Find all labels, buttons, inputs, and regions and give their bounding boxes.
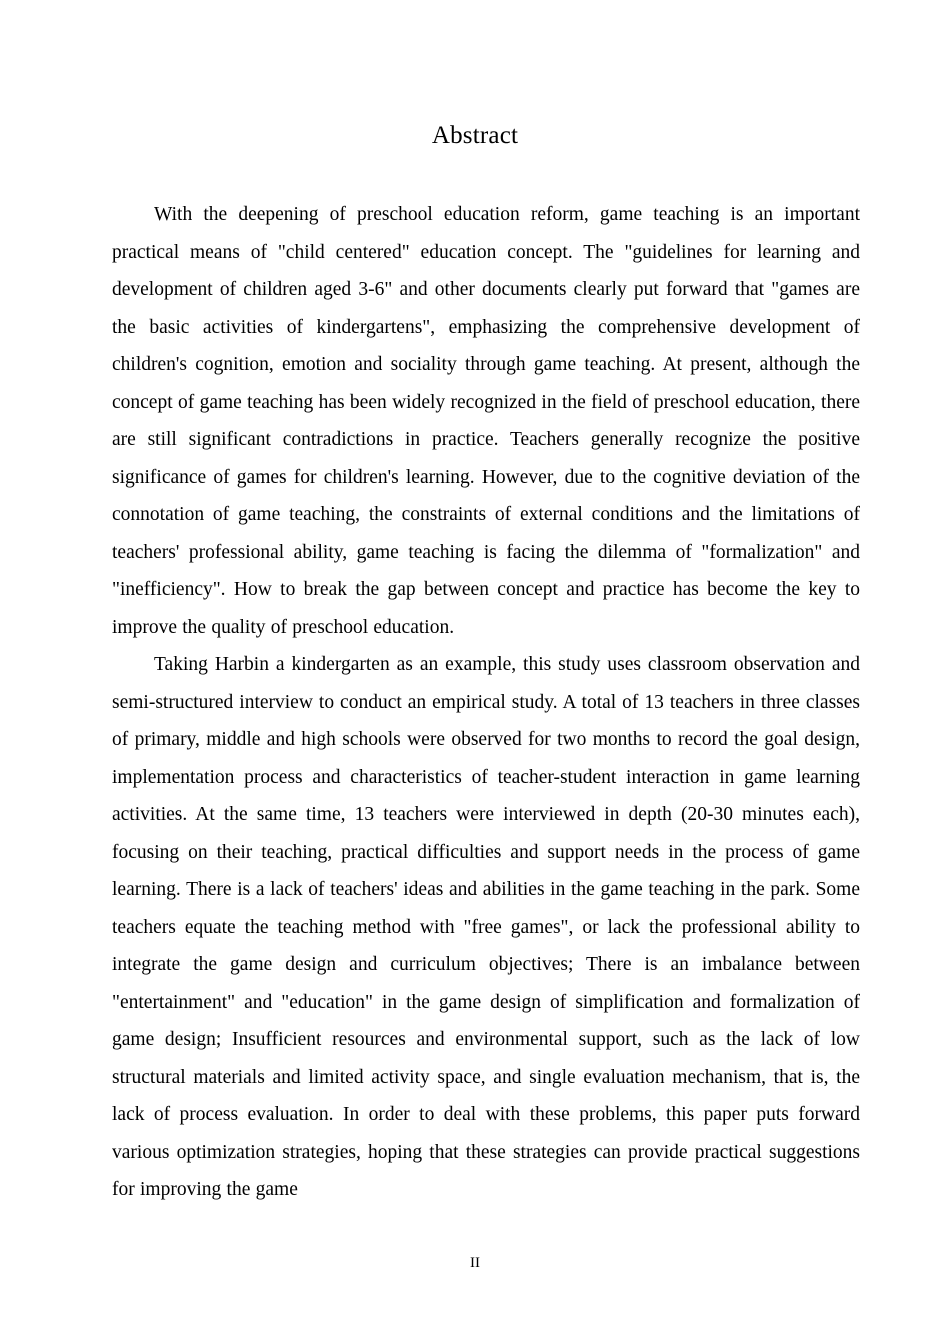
abstract-paragraph-1: With the deepening of preschool education reform, game teaching is an important practical means of "child centered" education concept. The "guidelines for learning and development of children aged 3-6" and other documents clearly put forward that "games are the basic activities of kindergartens", emphasizing the comprehensive development of children's cognition, emotion and sociality through game teaching. At present, although the concept of game teaching has been widely recognized in the field of preschool education, there are still significant contradictions in practice. Teachers generally recognize the positive significance of games for children's learning. However, due to the cognitive deviation of the connotation of game teaching, the constraints of external conditions and the limitations of teachers' professional ability, game teaching is facing the dilemma of "formalization" and "inefficiency". How to break the gap between concept and practice has become the key to improve the quality of preschool education. — [112, 204, 860, 638]
page-title: Abstract — [431, 122, 519, 149]
page-number: II — [470, 1255, 480, 1271]
abstract-paragraph-2: Taking Harbin a kindergarten as an example, this study uses classroom observation and semi-structured interview to conduct an empirical study. A total of 13 teachers in three classes of primary, middle and high schools were observed for two months to record the goal design, implementation process and characteristics of teacher-student interaction in game learning activities. At the same time, 13 teachers were interviewed in depth (20-30 minutes each), focusing on their teaching, practical difficulties and support needs in the process of game learning. There is a lack of teachers' ideas and abilities in the game teaching in the park. Some teachers equate the teaching method with "free games", or lack the professional ability to integrate the game design and curriculum objectives; There is an imbalance between "entertainment" and "education" in the game design of simplification and formalization of game design; Insufficient resources and environmental support, such as the lack of low structural materials and limited activity space, and single evaluation mechanism, that is, the lack of process evaluation. In order to deal with these problems, this paper puts forward various optimization strategies, hoping that these strategies can provide practical suggestions for improving the game — [112, 654, 860, 1200]
document-body — [0, 196, 950, 1209]
